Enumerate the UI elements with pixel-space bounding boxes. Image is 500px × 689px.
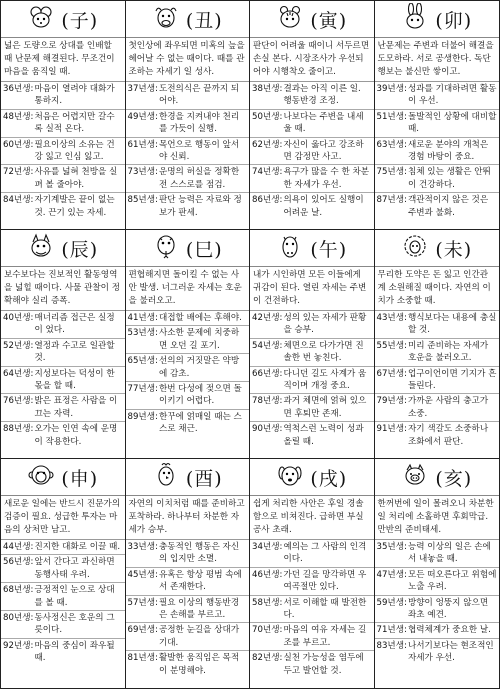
ox-icon [152,3,180,35]
birth-year: 42년생: [252,313,283,323]
birth-year: 53년생: [127,328,158,339]
rat-icon [27,3,55,35]
fortune-text: 대접할 배에는 후해야. [158,313,242,323]
birth-year: 54년생: [252,340,283,351]
fortune-row [250,623,374,651]
snake-icon [152,232,180,264]
fortune-row [375,568,500,596]
fortune-row [1,611,125,639]
horse-icon [276,232,304,264]
fortune-row [375,394,500,422]
fortune-text: 필요 이상의 행동반경은 손해를 부르고. [158,597,240,621]
fortune-row [250,367,374,395]
fortune-text: 마음이 열려야 대화가 통하지. [34,84,115,107]
zodiac-hanja: (寅) [310,9,348,32]
fortune-text: 나보다는 주변을 내세울 때. [283,111,364,135]
fortune-row [126,623,250,651]
birth-year: 37년생: [127,84,158,94]
zodiac-intro: 판단이 어려울 때이니 서두르면 손실 본다. 시장조사가 우선되어야 시행착오 줄이고. [250,38,374,82]
fortune-row [126,596,250,624]
fortune-text: 행식보다는 내용에 충실할 것. [407,313,497,336]
birth-year: 89년생: [127,411,158,422]
zodiac-hanja: (子) [61,9,99,32]
birth-year: 74년생: [252,167,283,178]
fortune-row [375,623,500,638]
fortune-row [250,394,374,422]
fortune-row [1,639,125,666]
fortune-row [126,651,250,678]
birth-year: 40년생: [3,313,34,323]
fortune-text: 앞서 간다고 과신하면 동행사태 우려. [34,557,115,580]
zodiac-cell [1,1,126,230]
fortune-text: 업구이언이면 기지가 흔들린다. [407,368,497,392]
zodiac-intro: 내가 시인하면 모든 이들에게 귀감이 된다. 열린 자세는 주변이 건전하다. [250,267,374,311]
birth-year: 64년생: [3,368,34,379]
fortune-row [1,138,125,166]
fortune-row [375,639,500,666]
zodiac-hanja: (卯) [435,9,473,32]
fortune-row [250,82,374,110]
fortune-row [126,326,250,354]
zodiac-intro: 쉽게 처리한 사안은 후일 경솔함으로 비쳐진다. 급하면 부실공사 초래. [250,496,374,540]
fortune-text: 예의는 그 사람의 인격이다. [283,542,367,565]
fortune-text: 동사정신은 호운의 그릇이다. [34,613,115,636]
birth-year: 47년생: [376,569,407,580]
dog-icon [276,461,304,493]
birth-year: 58년생: [252,597,283,608]
fortune-text: 가까운 사람의 충고가 소중. [407,396,489,419]
fortune-text: 진지한 대화로 이끌 때. [34,542,121,552]
fortune-text: 욕구가 많을 수 한 차분한 자세가 우선. [283,167,370,190]
fortune-text: 사유를 넓혀 천방을 실펴 볼 줄아야. [34,167,118,190]
fortune-row [126,568,250,596]
fortune-row [126,110,250,138]
fortune-text: 가던 길을 망각하면 우여곡절만 있다. [283,569,367,593]
fortune-row [375,82,500,110]
fortune-text: 돌발적인 상황에 대비할 때. [407,111,497,135]
zodiac-cell [375,1,500,230]
birth-year: 39년생: [376,84,407,94]
birth-year: 65년생: [127,356,158,367]
birth-year: 72년생: [3,167,34,178]
fortune-text: 한경을 지켜내야 천리를 가듯이 실행. [158,111,240,135]
zodiac-intro: 자연의 이치처럼 때를 준비하고 포착하라. 하나부터 차분한 자세가 승부. [126,496,250,540]
zodiac-intro: 넓은 도량으로 상대를 인배할 때 난문제 해결된다. 무조건이 마음을 움직일 때. [1,38,125,82]
birth-year: 61년생: [127,139,158,150]
birth-year: 33년생: [127,542,158,552]
zodiac-header [1,1,125,38]
fortune-text: 목언으로 행동이 앞서야 신뢰. [158,139,240,163]
zodiac-hanja: (亥) [435,467,473,490]
zodiac-cell [1,230,126,459]
birth-year: 66년생: [252,368,283,379]
birth-year: 36년생: [3,84,34,94]
tiger-icon [276,3,304,35]
fortune-row [1,110,125,138]
birth-year: 77년생: [127,384,158,395]
birth-year: 57년생: [127,597,158,608]
fortune-row [375,596,500,624]
fortune-text: 지성보다는 덕성이 한몫을 할 때. [34,368,115,392]
fortune-text: 새로운 분야의 개척은 경험 바탕이 중요. [407,139,489,163]
zodiac-cell [126,230,251,459]
fortune-text: 나서기보다는 현조적인 자세가 우선. [407,640,494,664]
birth-year: 49년생: [127,111,158,122]
fortune-row [250,110,374,138]
fortune-text: 도전의식은 끝까지 되어야. [158,84,240,107]
fortune-row [1,311,125,339]
fortune-text: 자기계발은 끝이 없는 것. 끈기 있는 자세. [34,195,115,218]
zodiac-hanja: (未) [435,238,473,261]
birth-year: 55년생: [376,340,407,351]
birth-year: 50년생: [252,111,283,122]
fortune-text: 충동적인 행동은 자신의 입지만 소멸. [158,542,240,565]
birth-year: 51년생: [376,111,407,122]
fortune-text: 열정과 수고로 일관할 것. [34,340,115,364]
fortune-text: 모든 떠오른다고 위험에 노출 우려. [407,569,497,593]
fortune-text: 긍정적인 눈으로 상대를 볼 때. [34,585,115,608]
fortune-text: 활발한 움직임은 목적이 분명해야. [158,653,240,676]
birth-year: 87년생: [376,195,407,206]
fortune-row [1,422,125,449]
fortune-text: 서로 이해할 때 발전한다. [283,597,367,621]
zodiac-hanja: (申) [61,467,99,490]
birth-year: 38년생: [252,84,283,94]
sheep-icon [401,232,429,264]
birth-year: 48년생: [3,111,34,122]
fortune-text: 방향이 엉뚱지 않으면 좌초 예견. [407,597,489,621]
birth-year: 41년생: [127,313,158,323]
birth-year: 43년생: [376,313,407,323]
birth-year: 82년생: [252,653,283,664]
zodiac-cell [250,1,375,230]
zodiac-cell [375,230,500,459]
birth-year: 73년생: [127,167,158,178]
zodiac-cell [126,459,251,688]
fortune-row [126,410,250,437]
birth-year: 79년생: [376,396,407,407]
fortune-row [250,339,374,367]
fortune-text: 매너리즘 접근은 실정이 었다. [34,313,115,336]
fortune-row [375,540,500,568]
fortune-row [250,165,374,193]
zodiac-header [126,459,250,496]
zodiac-header [250,230,374,267]
zodiac-header [375,1,500,38]
birth-year: 92년생: [3,640,34,651]
zodiac-header [250,1,374,38]
birth-year: 60년생: [3,139,34,150]
fortune-text: 능력 이상의 일은 손에서 내놓을 때. [407,542,491,565]
fortune-text: 결과는 아직 이른 일. 행동반경 조정. [283,84,361,107]
fortune-row [1,555,125,583]
fortune-text: 미리 준비하는 자세가 호운을 불러오고. [407,340,489,364]
fortune-row [126,540,250,568]
fortune-row [375,339,500,367]
fortune-row [375,165,500,193]
fortune-row [1,540,125,555]
fortune-row [250,422,374,449]
fortune-row [1,82,125,110]
zodiac-cell [126,1,251,230]
fortune-text: 마음의 중심이 좌우될 때. [34,640,115,664]
fortune-row [1,394,125,422]
birth-year: 85년생: [127,195,158,206]
fortune-row [1,165,125,193]
zodiac-hanja: (丑) [185,9,223,32]
rooster-icon [152,461,180,493]
zodiac-hanja: (戌) [310,467,348,490]
birth-year: 76년생: [3,396,34,407]
birth-year: 56년생: [3,557,34,568]
birth-year: 63년생: [376,139,407,150]
birth-year: 86년생: [252,195,283,206]
zodiac-intro: 새로운 일에는 반드시 진문가의 검증이 필요. 성급한 투자는 마음의 상처만 남고. [1,496,125,540]
fortune-row [375,311,500,339]
zodiac-header [1,459,125,496]
fortune-text: 밝은 표정은 사람을 이끄는 자력. [34,396,118,419]
birth-year: 88년생: [3,424,34,435]
monkey-icon [27,461,55,493]
birth-year: 59년생: [376,597,407,608]
birth-year: 83년생: [376,640,407,651]
zodiac-intro: 난문제는 주변과 더불어 해결을 도모하라. 서로 공생한다. 독단 행보는 불신만 쌓이고. [375,38,500,82]
fortune-row [375,367,500,395]
fortune-row [250,568,374,596]
birth-year: 34년생: [252,542,283,552]
fortune-row [1,367,125,395]
fortune-text: 한번 다성에 젖으면 돌이키기 어렵다. [158,384,242,407]
fortune-row [126,354,250,382]
birth-year: 80년생: [3,613,34,624]
fortune-text: 의욕이 있어도 실행이 어려운 날. [283,195,364,218]
zodiac-intro: 보수보다는 진보적인 활동영역을 넓힐 때이다. 사물 관찰이 정확해야 실리 증폭. [1,267,125,311]
zodiac-cell [1,459,126,688]
birth-year: 62년생: [252,139,283,150]
fortune-text: 오가는 인연 속에 운명이 작용한다. [34,424,118,447]
fortune-text: 마음의 여유 자세는 길조를 부르고. [283,625,367,648]
birth-year: 70년생: [252,625,283,636]
birth-year: 90년생: [252,424,283,435]
fortune-row [126,165,250,193]
birth-year: 78년생: [252,396,283,407]
fortune-row [375,422,500,449]
birth-year: 52년생: [3,340,34,351]
fortune-text: 침체 있는 생활은 안뛰이 건강하다. [407,167,491,190]
fortune-row [1,339,125,367]
fortune-text: 역척스런 노력이 성과 올릴 때. [283,424,364,447]
birth-year: 75년생: [376,167,407,178]
zodiac-header [126,1,250,38]
fortune-text: 실천 가능성을 염두에 두고 발언할 것. [283,653,364,676]
zodiac-intro: 편협해지면 돌이킬 수 없는 사안 발생. 너그러운 자세는 호운을 불러오고. [126,267,250,311]
fortune-text: 자신이 옳다고 강조하면 감정만 사고. [283,139,364,163]
birth-year: 81년생: [127,653,158,664]
fortune-text: 운명의 허실을 정확한전 스스로를 점검. [158,167,240,190]
fortune-row [375,193,500,220]
fortune-text: 다니던 길도 사계가 움직이며 개정 중요. [283,368,367,392]
zodiac-header [375,230,500,267]
zodiac-cell [250,230,375,459]
fortune-text: 성과를 기대하려면 활동이 우선. [407,84,497,107]
birth-year: 45년생: [127,569,158,580]
birth-year: 67년생: [376,368,407,379]
zodiac-hanja: (巳) [185,238,223,261]
fortune-text: 선의의 거짓말은 약방에 감초. [158,356,240,379]
birth-year: 35년생: [376,542,407,552]
fortune-row [126,82,250,110]
birth-year: 46년생: [252,569,283,580]
zodiac-intro: 한꺼번에 일이 몰려오니 차분한 일 처리에 소홀하면 후회막급. 만반의 준비태세. [375,496,500,540]
fortune-text: 과거 체면에 얽혀 있으면 후퇴만 존재. [283,396,367,419]
birth-year: 44년생: [3,542,34,552]
zodiac-hanja: (辰) [61,238,99,261]
fortune-text: 자기 색갈도 소중하나 조화에서 판단. [407,424,489,447]
fortune-row [375,110,500,138]
zodiac-cell [375,459,500,688]
fortune-text: 공정한 눈길을 상대가 기대. [158,625,240,648]
fortune-text: 처음은 어렵지만 갈수록 실적 온다. [34,111,115,135]
fortune-row [1,193,125,220]
fortune-text: 판단 능력은 자료와 정보가 판세. [158,195,242,218]
fortune-text: 체면으로 다가가면 진솔한 번 놓친다. [283,340,364,364]
pig-icon [401,461,429,493]
birth-year: 91년생: [376,424,407,435]
rabbit-icon [401,3,429,35]
fortune-row [250,540,374,568]
zodiac-cell [250,459,375,688]
fortune-row [250,651,374,678]
fortune-row [126,311,250,326]
zodiac-header [126,230,250,267]
fortune-text: 한꾸에 얽매일 때는 스스로 채근. [158,411,242,435]
fortune-row [126,193,250,220]
fortune-text: 객관적이지 않은 것은 주변과 불화. [407,195,489,218]
birth-year: 69년생: [127,625,158,636]
zodiac-header [1,230,125,267]
fortune-row [126,382,250,410]
fortune-row [126,138,250,166]
zodiac-intro: 무리한 도약은 돈 잃고 인간관계 소원해질 때이다. 자연의 이치가 소중할 때. [375,267,500,311]
fortune-text: 유혹은 항상 평범 속에서 존재한다. [158,569,242,593]
fortune-row [1,583,125,611]
fortune-text: 필요이상의 소유는 건강 잃고 인심 잃고. [34,139,115,163]
zodiac-hanja: (酉) [185,467,223,490]
zodiac-hanja: (午) [310,238,348,261]
birth-year: 68년생: [3,585,34,596]
fortune-row [250,138,374,166]
birth-year: 71년생: [376,625,407,636]
dragon-icon [27,232,55,264]
zodiac-intro: 첫인상에 좌우되면 미혹의 늪을 헤어날 수 없는 때이다. 때를 관조하는 자세기 일 성사. [126,38,250,82]
fortune-text: 성의 있는 자세가 판황을 승부. [283,313,367,336]
zodiac-header [250,459,374,496]
fortune-row [250,193,374,220]
birth-year: 84년생: [3,195,34,206]
fortune-text: 사소한 문제에 치중하면 오던 길 포기. [158,328,240,351]
fortune-row [250,596,374,624]
fortune-row [250,311,374,339]
fortune-row [375,138,500,166]
fortune-text: 협력체계가 중요한 날. [407,625,491,636]
zodiac-header [375,459,500,496]
